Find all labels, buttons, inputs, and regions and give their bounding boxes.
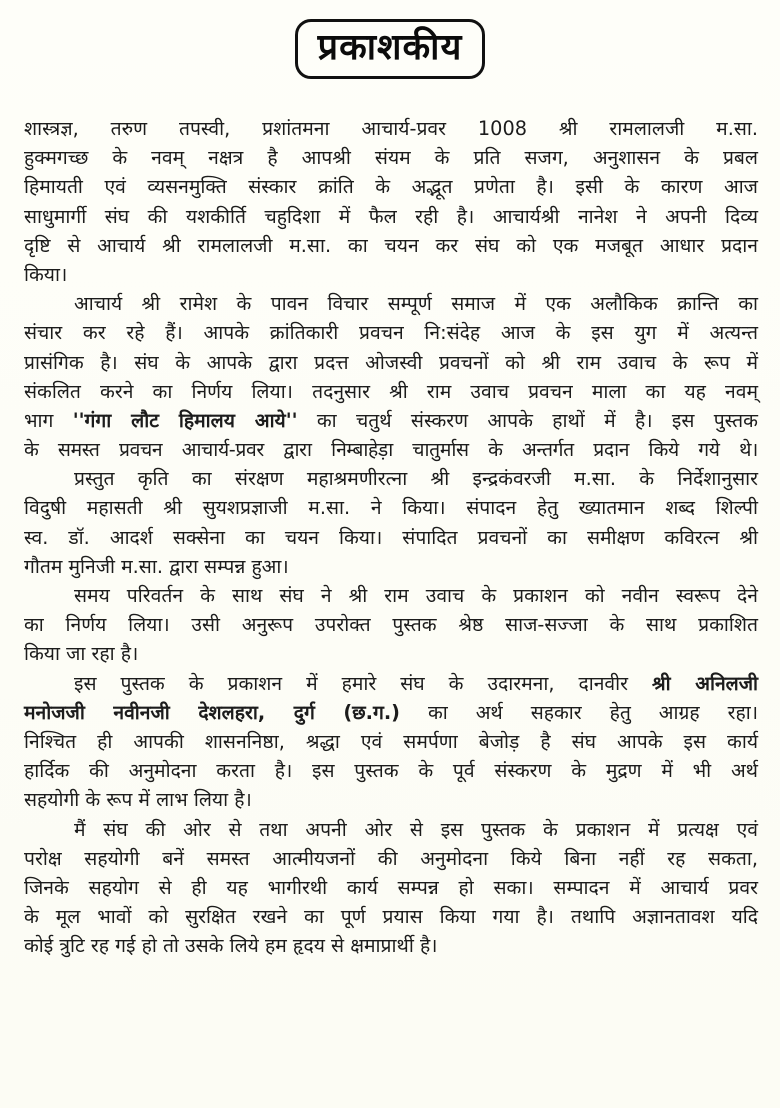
paragraph-5: [24, 669, 758, 815]
donor-name: श्री अनिलजी: [652, 671, 759, 695]
text-line: स्व. डॉ. आदर्श सक्सेना का चयन किया। संपादित प्रवचनों का समीक्षण कविरत्न श्री: [24, 525, 758, 549]
text-fragment: भाग: [24, 408, 73, 432]
text-line: का निर्णय लिया। उसी अनुरूप उपरोक्त पुस्तक श्रेष्ठ साज-सज्जा के साथ प्रकाशित: [24, 613, 758, 637]
text-line: विदुषी महासती श्री सुयशप्रज्ञाजी म.सा. ने किया। संपादन हेतु ख्यातमान शब्द शिल्पी: [24, 496, 758, 520]
text-line: निश्चित ही आपकी शासननिष्ठा, श्रद्धा एवं समर्पणा बेजोड़ है संघ आपके इस कार्य: [24, 729, 758, 753]
donor-name: मनोजजी नवीनजी देशलहरा, दुर्ग (छ.ग.): [24, 700, 400, 724]
text-line: हार्दिक की अनुमोदना करता है। इस पुस्तक के पूर्व संस्करण के मुद्रण में भी अर्थ: [24, 759, 758, 783]
page-title: प्रकाशकीय: [295, 19, 486, 79]
text-line: किया जा रहा है।: [24, 642, 139, 666]
text-line: दृष्टि से आचार्य श्री रामलालजी म.सा. का चयन कर संघ को एक मजबूत आधार प्रदान: [24, 233, 758, 257]
paragraph-2: [24, 289, 758, 464]
text-line: प्रासंगिक है। संघ के आपके द्वारा प्रदत्त ओजस्वी प्रवचनों को श्री राम उवाच के रूप में: [24, 350, 758, 374]
text-line: गौतम मुनिजी म.सा. द्वारा सम्पन्न हुआ।: [24, 554, 289, 578]
text-fragment: का चतुर्थ संस्करण आपके हाथों में है। इस पुस्तक: [297, 408, 758, 432]
text-line: के मूल भावों को सुरक्षित रखने का पूर्ण प्रयास किया गया है। तथापि अज्ञानतावश यदि: [24, 905, 758, 929]
text-line: संकलित करने का निर्णय लिया। तदनुसार श्री राम उवाच प्रवचन माला का यह नवम्: [24, 379, 758, 403]
donor-line-2: [24, 698, 758, 727]
text-line: कोई त्रुटि रह गई हो तो उसके लिये हम हृदय से क्षमाप्रार्थी है।: [24, 934, 438, 958]
text-line: आचार्य श्री रामेश के पावन विचार सम्पूर्ण समाज में एक अलौकिक क्रान्ति का: [74, 292, 758, 316]
text-line: प्रस्तुत कृति का संरक्षण महाश्रमणीरत्ना श्री इन्द्रकंवरजी म.सा. के निर्देशानुसार: [74, 467, 758, 491]
title-container: [0, 19, 780, 79]
paragraph-1: [24, 114, 758, 289]
text-line: शास्त्रज्ञ, तरुण तपस्वी, प्रशांतमना आचार्य-प्रवर 1008 श्री रामलालजी म.सा.: [24, 117, 758, 140]
text-fragment: इस पुस्तक के प्रकाशन में हमारे संघ के उदारमना, दानवीर: [74, 671, 652, 695]
text-line: जिनके सहयोग से ही यह भागीरथी कार्य सम्पन्न हो सका। सम्पादन में आचार्य प्रवर: [24, 875, 758, 899]
text-line: संचार कर रहे हैं। आपके क्रांतिकारी प्रवचन नि:संदेह आज के इस युग में अत्यन्त: [24, 321, 758, 345]
paragraph-3: [24, 464, 758, 581]
paragraph-4: [24, 581, 758, 669]
text-line: सहयोगी के रूप में लाभ लिया है।: [24, 788, 252, 812]
donor-line-1: [24, 669, 758, 698]
text-line: समय परिवर्तन के साथ संघ ने श्री राम उवाच के प्रकाशन को नवीन स्वरूप देने: [74, 584, 758, 607]
text-line: साधुमार्गी संघ की यशकीर्ति चहुदिशा में फैल रही है। आचार्यश्री नानेश ने अपनी दिव्य: [24, 204, 758, 228]
text-line: किया।: [24, 262, 68, 286]
text-line: हुक्मगच्छ के नवम् नक्षत्र है आपश्री संयम के प्रति सजग, अनुशासन के प्रबल: [24, 146, 758, 170]
document-body: [24, 114, 758, 960]
text-line: के समस्त प्रवचन आचार्य-प्रवर द्वारा निम्बाहेड़ा चातुर्मास के अन्तर्गत प्रदान किये गये थे।: [24, 438, 758, 462]
book-title-line: [24, 406, 758, 435]
text-line: मैं संघ की ओर से तथा अपनी ओर से इस पुस्तक के प्रकाशन में प्रत्यक्ष एवं: [74, 817, 758, 841]
paragraph-6: [24, 815, 758, 961]
text-fragment: का अर्थ सहकार हेतु आग्रह रहा।: [400, 700, 759, 724]
book-title: ''गंगा लौट हिमालय आये'': [72, 408, 298, 432]
text-line: हिमायती एवं व्यसनमुक्ति संस्कार क्रांति के अद्भूत प्रणेता है। इसी के कारण आज: [24, 175, 758, 199]
text-line: परोक्ष सहयोगी बनें समस्त आत्मीयजनों की अनुमोदना किये बिना नहीं रह सकता,: [24, 846, 758, 870]
